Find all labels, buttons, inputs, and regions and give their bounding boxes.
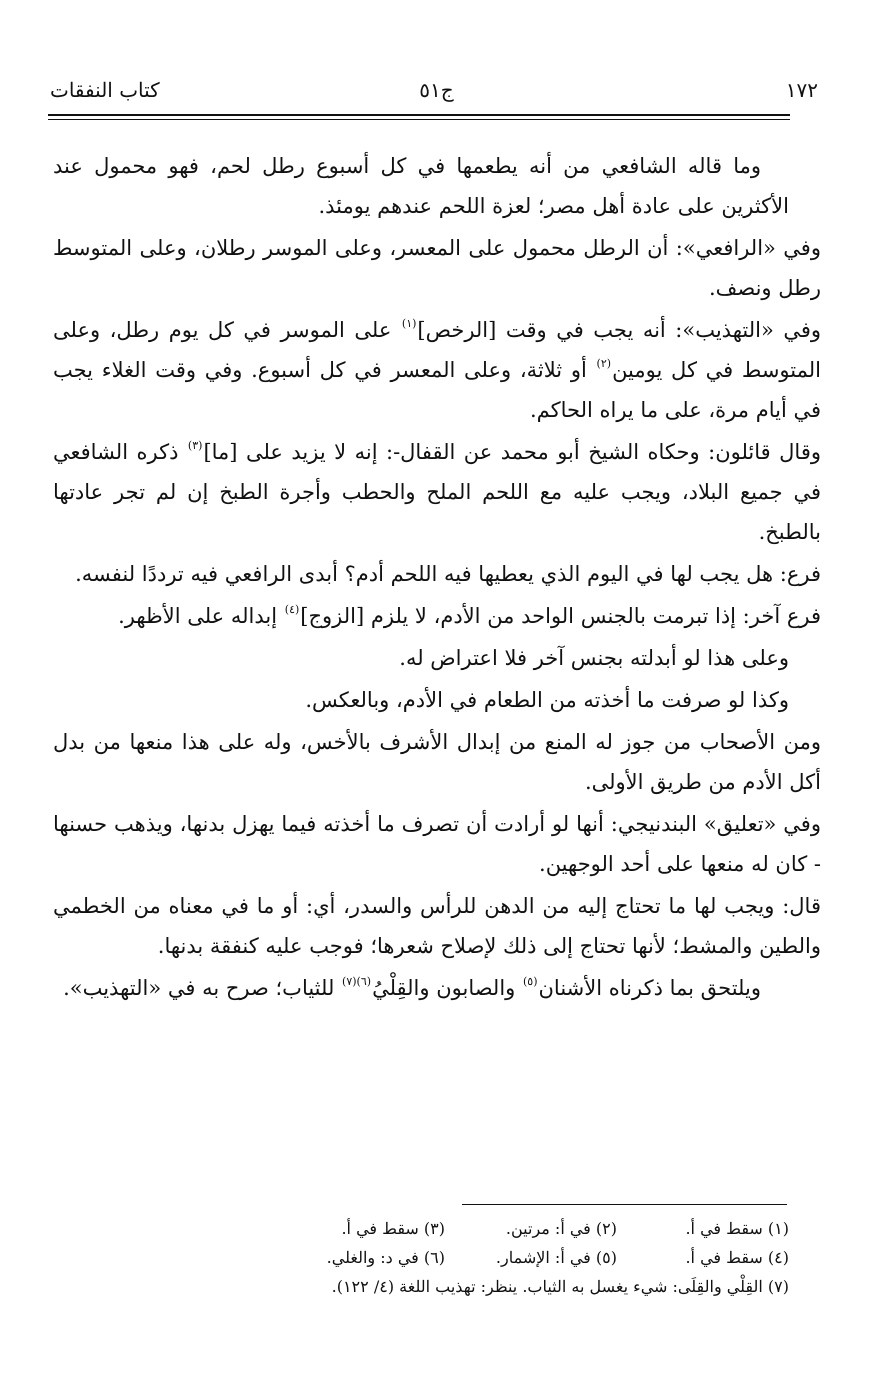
footnote-ref: (٦)(٧) bbox=[342, 975, 372, 988]
paragraph: وفي «تعليق» البندنيجي: أنها لو أرادت أن تصرف ما أخذته فيما يهزل بدنها، ويذهب حسنها - كان له منعها على أحد الوجهين. bbox=[53, 812, 821, 876]
footnote: (١) سقط في أ. bbox=[685, 1219, 789, 1238]
footnote-ref: (٤) bbox=[284, 603, 300, 616]
footnote: (٢) في أ: مرتين. bbox=[505, 1219, 617, 1238]
paragraph: وقال قائلون: وحكاه الشيخ أبو محمد عن القفال-: إنه لا يزيد على [ما]$^{(٣)}$ ذكره الشافعي في جميع البلاد، ويجب عليه مع اللحم الملح والحطب وأجرة الطبخ إن لم تجر عادتها بالطبخ. bbox=[53, 439, 821, 544]
header-rule-thin bbox=[48, 119, 790, 120]
main-text bbox=[53, 146, 822, 1010]
paragraph: وفي «التهذيب»: أنه يجب في وقت [الرخص]$^{(١)}$ على الموسر في كل يوم رطل، وعلى المتوسط في كل يومين$^{(٢)}$ أو ثلاثة، وعلى المعسر في كل أسبوع. وفي وقت الغلاء يجب في أيام مرة، على ما يراه الحاكم. bbox=[53, 317, 822, 422]
footnote-ref: (٣) bbox=[187, 439, 203, 452]
footnotes bbox=[49, 1214, 789, 1301]
paragraph: وكذا لو صرفت ما أخذته من الطعام في الأدم، وبالعكس. bbox=[305, 688, 789, 712]
paragraph: قال: ويجب لها ما تحتاج إليه من الدهن للرأس والسدر، أي: أو ما في معناه من الخطمي والطين والمشط؛ لأنها تحتاج إلى ذلك لإصلاح شعرها؛ فوجب عليه كنفقة بدنها. bbox=[53, 894, 821, 958]
footnote-row bbox=[49, 1214, 789, 1243]
paragraph: وما قاله الشافعي من أنه يطعمها في كل أسبوع رطل لحم، فهو محمول عند الأكثرين على عادة أهل مصر؛ لعزة اللحم عندهم يومئذ. bbox=[53, 154, 789, 218]
paragraph: فرع آخر: إذا تبرمت بالجنس الواحد من الأدم، لا يلزم [الزوج]$^{(٤)}$ إبداله على الأظهر. bbox=[118, 603, 821, 628]
paragraph: وعلى هذا لو أبدلته بجنس آخر فلا اعتراض له. bbox=[399, 646, 789, 670]
footnote: (٥) في أ: الإشمار. bbox=[495, 1248, 617, 1267]
paragraph: وفي «الرافعي»: أن الرطل محمول على المعسر، وعلى الموسر رطلان، وعلى المتوسط رطل ونصف. bbox=[53, 236, 821, 300]
paragraph: ويلتحق بما ذكرناه الأشنان$^{(٥)}$ والصابون والقِلْيُ$^{(٦)(٧)}$ للثياب؛ صرح به في «التهذيب». bbox=[63, 975, 761, 1000]
volume-label: ج٥١ bbox=[419, 78, 454, 102]
page-number: ١٧٢ bbox=[785, 78, 818, 102]
header-rule-thick bbox=[48, 114, 790, 116]
footnote-row bbox=[49, 1243, 789, 1272]
footnote: (٧) القِلْي والقِلَى: شيء يغسل به الثياب. ينظر: تهذيب اللغة (٤/ ١٢٢). bbox=[331, 1277, 789, 1296]
footnote-ref: (٥) bbox=[522, 975, 538, 988]
footnote-separator bbox=[462, 1204, 787, 1205]
footnote-ref: (١) bbox=[401, 317, 417, 330]
footnote: (٦) في د: والغلي. bbox=[326, 1248, 445, 1267]
footnote: (٤) سقط في أ. bbox=[685, 1248, 789, 1267]
paragraph: ومن الأصحاب من جوز له المنع من إبدال الأشرف بالأخس، وله على هذا منعها من بدل أكل الأدم من طريق الأولى. bbox=[53, 730, 821, 794]
footnote-ref: (٢) bbox=[596, 357, 612, 370]
footnote: (٣) سقط في أ. bbox=[341, 1219, 445, 1238]
running-title: كتاب النفقات bbox=[50, 78, 160, 102]
paragraph: فرع: هل يجب لها في اليوم الذي يعطيها فيه اللحم أدم؟ أبدى الرافعي فيه ترددًا لنفسه. bbox=[75, 562, 821, 586]
